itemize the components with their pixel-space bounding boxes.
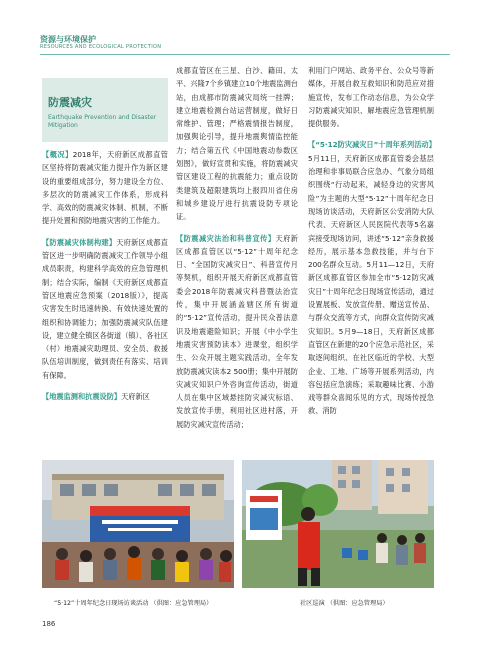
photo1-caption: “5·12”十周年纪念日现场访谈活动 （供图：应急管理局） [54, 600, 213, 607]
section-title-english: Earthquake Prevention and Disaster Mitigation [48, 114, 157, 129]
paragraph-monitoring-cont: 成都直管区在三星、白沙、籍田、太平、兴隆7个乡镇建立10个地震监测台站，由成都市防震减灾局统一挂牌；建立地震检测台站运营制度，做好日常维护、管理；严格震情报告制度，加强舆论引导，提升地震舆情监控能力；结合第五代《中国地震动参数区划图》，做好宣贯和实施，将防震减灾管区建设工程的抗震能力；重点设防类建筑及超限建筑均上报四川省住房和城乡建设厅进行抗震设防专项论证。 [176, 66, 298, 222]
running-header [40, 34, 450, 55]
monitoring-text: 天府新区 [121, 392, 150, 402]
paragraph-publicity [176, 232, 298, 431]
publicity-text: 天府新区成都直管区以“5·12”十周年纪念日、“全国防灾减灾日”、科普宣传月等契机，组织开展天府新区成都直管委会2018年防震减灾科普暨法治宣传，集中开展涵盖辖区所有街道的“5·12”宣传活动，提升民众普法意识及地震避险知识；开展《中小学生地震灾害预防读本》进课堂，组织学生、公众开展主题实践活动，全年发放防震减灾读本2 500册；集中开展防灾减灾知识户外咨询宣传活动，街道人员在集中区域悬挂防灾减灾标语、发放宣传手册，利用社区进村落，开展防灾减灾宣传活动； [176, 233, 298, 429]
section-title: 防震减灾 [48, 96, 92, 109]
anniversary-text: 5月11日，天府新区成都直管委会基层治理和非事局联合应急办、气象分局组织围绕“行动起来，减轻身边的灾害风险”为主题的大型“5·12”十周年纪念日现场访谈活动，天府新区公安消防大队代表、天府新区人民医院代表等5名嘉宾接受现场访问，讲述“5·12”亲身救援经历，展示基本急救技能，并与台下200名群众互动。5月11—12日，天府新区成都直管区参加全市“5·12防灾减灾日”十周年纪念日现场宣传活动，通过设置展板、发放宣传册、赠送宣传品、与群众交流等方式，向群众宣传防灾减灾知识。5月9—18日，天府新区成都直管区在新建的20个应急示范社区，采取逐间组织、在社区临近的学校、大型企业、工地、广场等开展系列活动，内容包括应急演练；采取趣味比赛、小游戏等群众喜闻乐见的方式，现场传授急救、消防 [308, 153, 434, 416]
section-heading-box [42, 78, 168, 142]
paragraph-publicity-cont: 利用门户网站、政务平台、公众号等新媒体，开展自救互救知识和防范应对措施宣传，发布工作动态信息，为公众学习防震减灾知识、解地震应急管理机制提供服务。 [308, 66, 434, 129]
paragraph-monitoring [42, 390, 168, 403]
column-3 [308, 64, 434, 418]
photo-community-image [242, 460, 434, 588]
tag-system: 【防震减灾体制构建】 [42, 237, 117, 247]
tag-anniversary: 【“5·12防灾减灾日”十周年系列活动】 [308, 140, 436, 150]
header-subtitle: RESOURCES AND ECOLOGICAL PROTECTION [40, 44, 162, 50]
paragraph-system [42, 236, 168, 382]
photo2-caption: 社区巡演 （供图：应急管理局） [300, 600, 389, 607]
paragraph-overview [42, 148, 168, 228]
paragraph-anniversary [308, 138, 434, 417]
column-2 [176, 64, 298, 431]
photo-community-tour [242, 460, 434, 588]
page-number: 186 [42, 620, 56, 628]
photo-interview-image [42, 460, 234, 588]
photo-interview-event [42, 460, 234, 588]
tag-overview: 【概况】 [42, 150, 73, 159]
column-1 [42, 148, 168, 403]
system-text: 天府新区成都直管区进一步明确防震减灾工作领导小组成员职责，构建科学高效的应急管理机制；结合实际，编制《天府新区成都直管区地震应急预案（2018版）》，提高灾害发生时迅速转换、有效快速处置的组织和协调能力；加强防震减灾队伍建设，建立健全镇区各街道（镇）、各社区（村）地震减灾助理员、安全员、救援队伍培训制度，做到责任有落实、培训有保障。 [42, 237, 168, 380]
tag-publicity: 【防震减灾法治和科普宣传】 [176, 233, 276, 243]
tag-monitoring: 【地震监测和抗震设防】 [42, 392, 122, 402]
header-title: 资源与环境保护 [40, 35, 96, 44]
overview-text: 2018年，天府新区成都直管区坚持将防震减灾能力提升作为新区建设的重要组成部分，努力建设全方位、多层次的防震减灾工作体系，形成科学、高效的防震减灾体制、机制，不断提升处置和预防地震灾害的工作能力。 [42, 150, 168, 226]
